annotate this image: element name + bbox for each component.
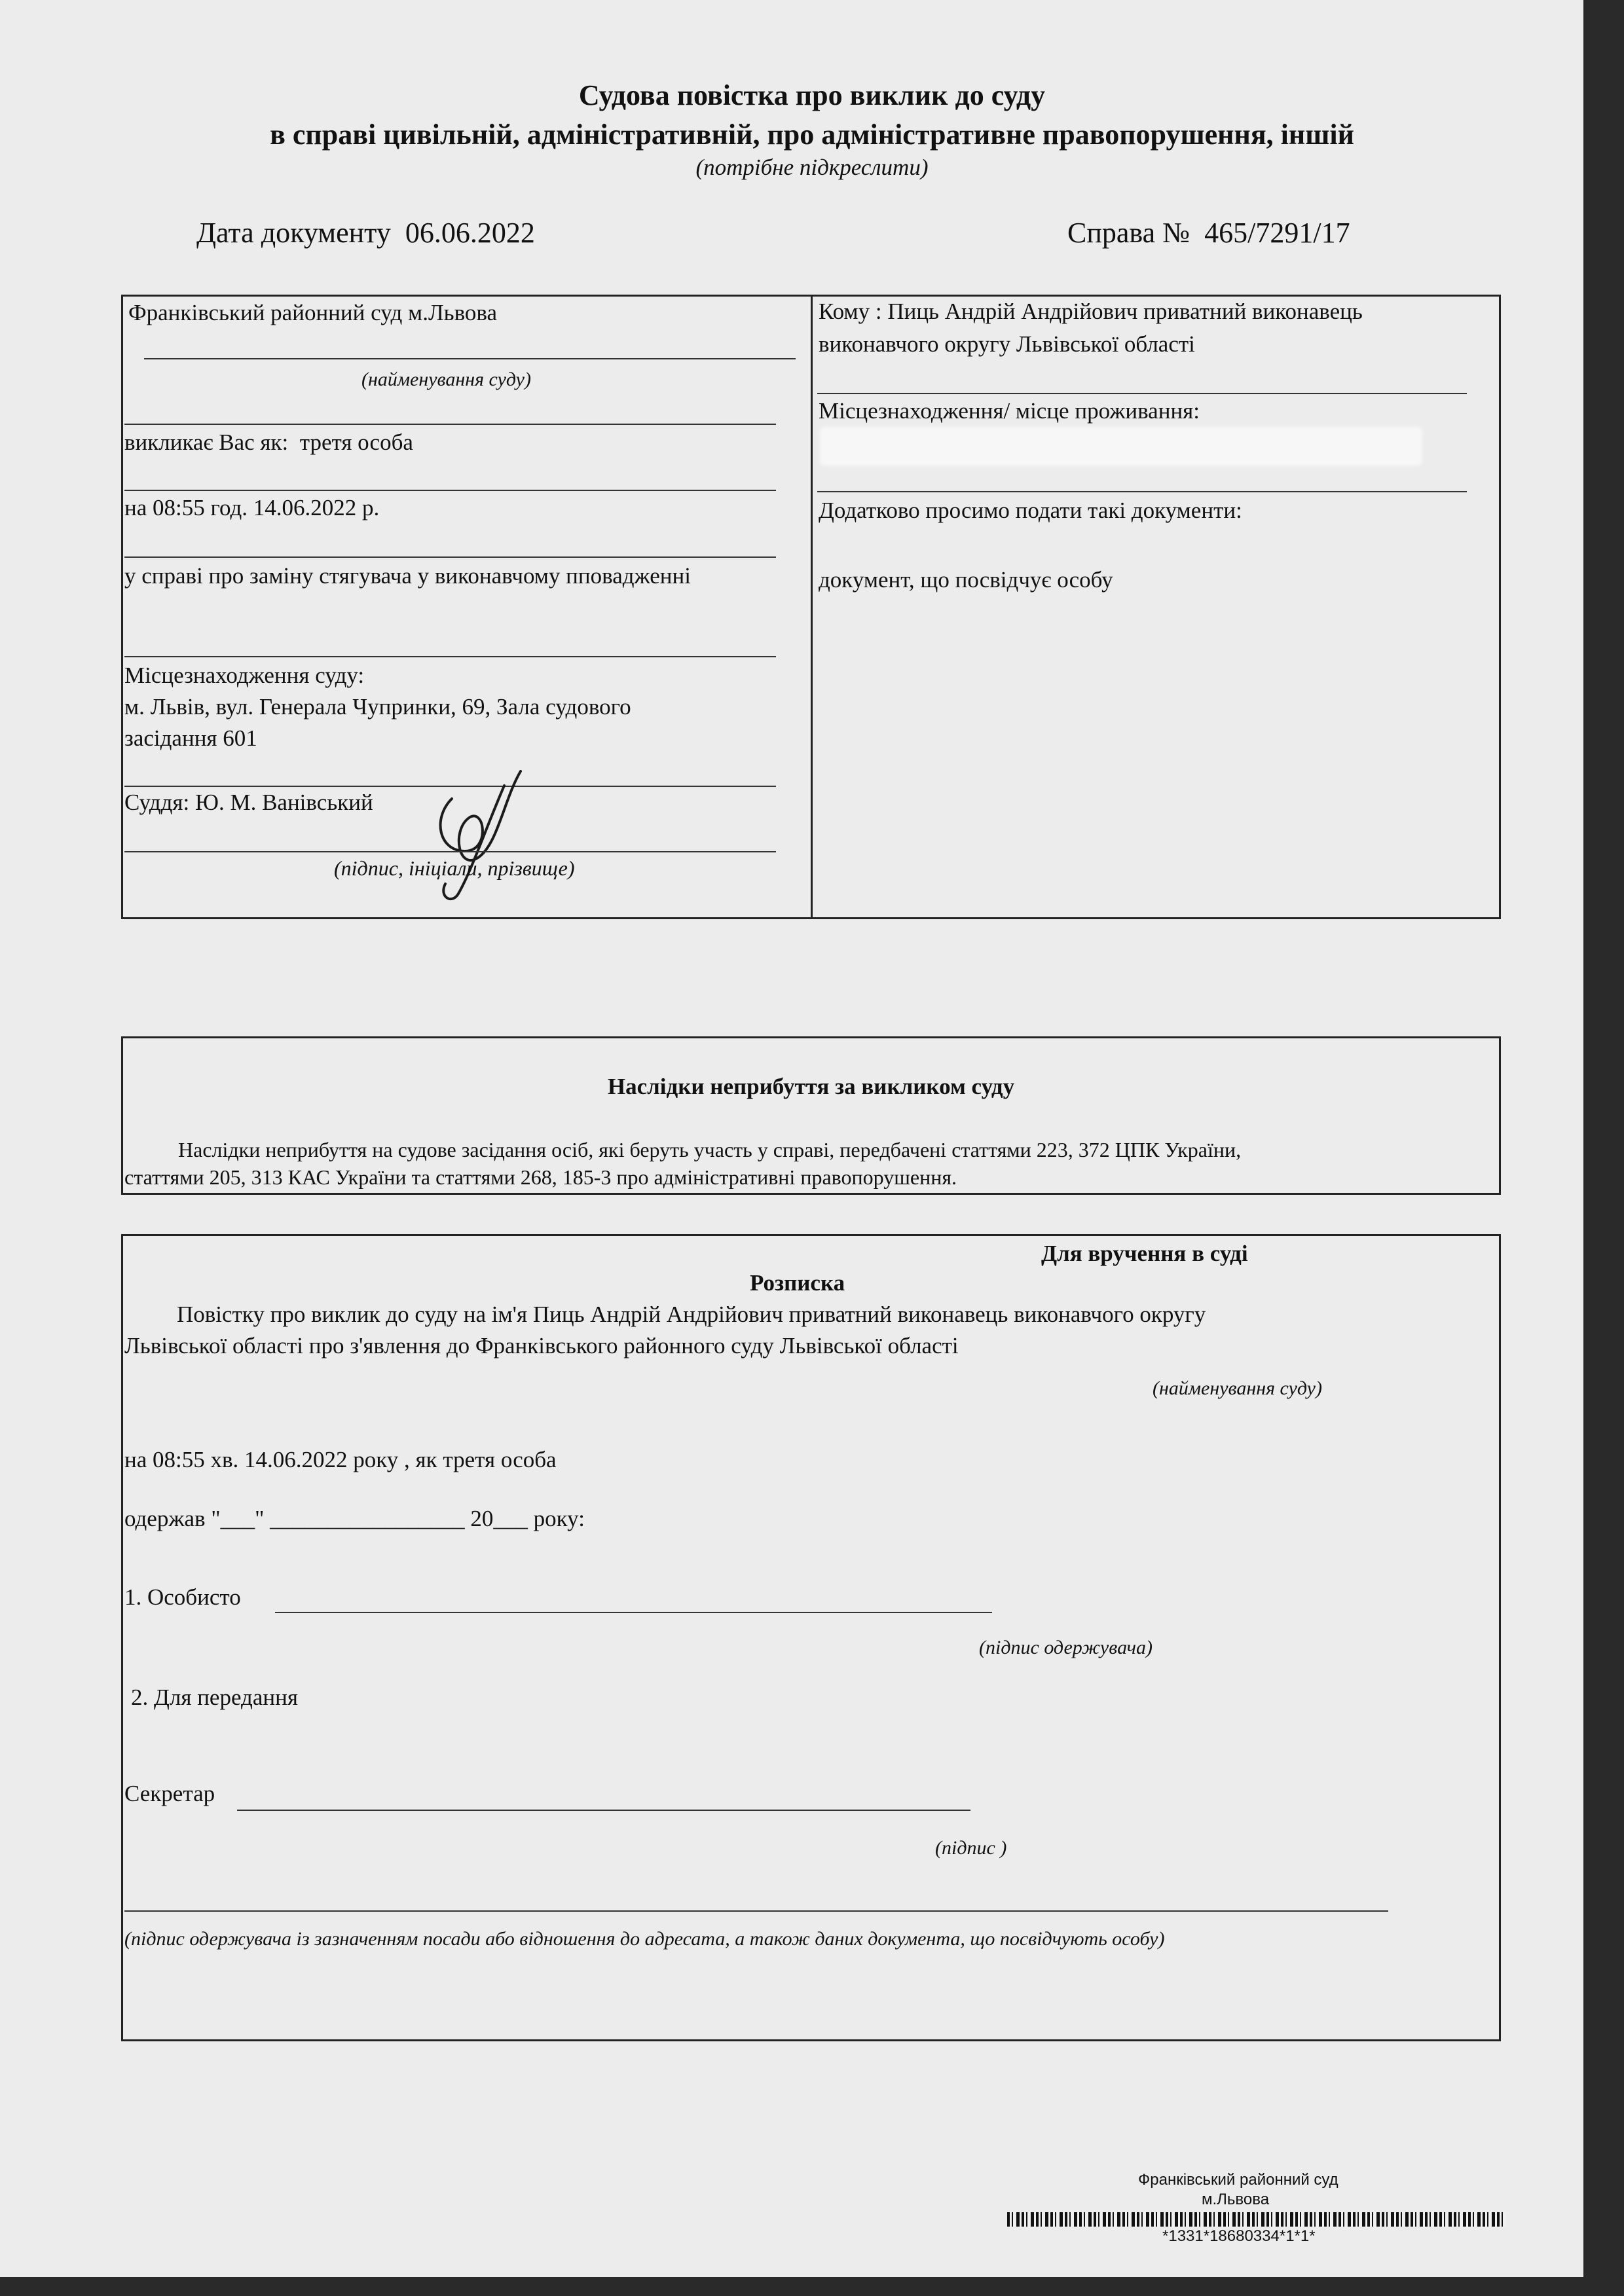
court-name: Франківський районний суд м.Львова (128, 300, 498, 325)
consequences-text-line2: статтями 205, 313 КАС України та статтями 268, 185-3 про адміністративні правопорушення. (124, 1165, 957, 1189)
receipt-court-caption: (найменування суду) (1153, 1377, 1322, 1399)
extra-docs: документ, що посвідчує особу (819, 567, 1113, 592)
rule-line (124, 490, 776, 491)
received-date-line: одержав "___" _________________ 20___ року: (124, 1506, 585, 1531)
secretary-caption: (підпис ) (935, 1837, 1007, 1859)
rule-line (124, 656, 776, 657)
transfer-label: 2. Для передання (131, 1685, 298, 1710)
case-subject: у справі про заміну стягувача у виконавчому пповадженні (124, 563, 691, 589)
case-number (1067, 216, 1350, 249)
recipient-name: Пиць Андрій Андрійович приватний виконавець (887, 299, 1363, 324)
underline-note: (потрібне підкреслити) (695, 155, 929, 180)
receipt-line1: Повістку про виклик до суду на ім'я Пиць Андрій Андрійович приватний виконавець виконавчого округу (177, 1302, 1206, 1327)
hearing-time: на 08:55 год. 14.06.2022 р. (124, 495, 380, 520)
personal-signature-line (275, 1612, 992, 1613)
consequences-heading: Наслідки неприбуття за викликом суду (607, 1074, 1015, 1099)
recipient-label: Кому : (819, 299, 882, 324)
extra-docs-label: Додатково просимо подати такі документи: (819, 498, 1242, 523)
document-date-value: 06.06.2022 (405, 217, 535, 249)
scan-border (1583, 0, 1624, 2296)
court-address-line2: засідання 601 (124, 725, 257, 751)
rule-line (124, 424, 776, 425)
rule-line (124, 556, 776, 558)
summons-as-label: викликає Вас як: (124, 429, 289, 455)
summons-as-value: третя особа (299, 429, 413, 455)
residence-label: Місцезнаходження/ місце проживання: (819, 398, 1200, 424)
court-name-caption: (найменування суду) (361, 369, 531, 390)
secretary-signature-line (237, 1810, 970, 1811)
recipient-line1 (819, 299, 1363, 325)
personal-caption: (підпис одержувача) (979, 1637, 1153, 1658)
case-number-value: 465/7291/17 (1204, 217, 1350, 249)
judge-signature (406, 759, 537, 910)
redacted-address (820, 427, 1422, 466)
for-court-label: Для вручення в суді (1041, 1241, 1248, 1266)
secretary-label: Секретар (124, 1781, 215, 1806)
rule-line (817, 393, 1467, 394)
personal-label: 1. Особисто (124, 1584, 241, 1610)
rule-line (817, 491, 1467, 492)
summons-as (124, 429, 413, 456)
consequences-text-line1: Наслідки неприбуття на судове засідання осіб, які беруть участь у справі, передбачені статтями 223, 372 ЦПК України, (178, 1138, 1242, 1161)
judge-name: Ю. М. Ванівський (194, 790, 373, 815)
recipient-line2: виконавчого округу Львівської області (819, 331, 1195, 357)
receipt-heading: Розписка (750, 1270, 845, 1296)
barcode-text: *1331*18680334*1*1* (1162, 2227, 1316, 2245)
stamp-court-line1: Франківський районний суд (1138, 2171, 1338, 2189)
document-subtitle: в справі цивільній, адміністративній, про адміністративне правопорушення, іншій (270, 118, 1354, 151)
court-location-label: Місцезнаходження суду: (124, 663, 365, 688)
stamp-court-line2: м.Львова (1202, 2191, 1270, 2208)
rule-line (124, 851, 776, 852)
summons-box-divider (811, 295, 813, 919)
document-title: Судова повістка про виклик до суду (578, 79, 1046, 111)
judge (124, 790, 373, 816)
scan-border-bottom (0, 2277, 1624, 2296)
judge-label: Суддя: (124, 790, 190, 815)
case-number-label: Справа № (1067, 217, 1190, 249)
receipt-time-line: на 08:55 хв. 14.06.2022 року , як третя особа (124, 1447, 557, 1472)
receipt-line2: Львівської області про з'явлення до Франківського районного суду Львівської області (124, 1333, 959, 1358)
court-name-line (144, 358, 796, 359)
document-date (196, 216, 535, 249)
signature-caption: (підпис, ініціали, прізвище) (334, 856, 575, 880)
document-date-label: Дата документу (196, 217, 391, 249)
recipient-signature-line (124, 1910, 1388, 1912)
court-address-line1: м. Львів, вул. Генерала Чупринки, 69, Зала судового (124, 694, 631, 720)
bottom-caption: (підпис одержувача із зазначенням посади або відношення до адресата, а також даних документа, що посвідчують особу) (124, 1928, 1165, 1950)
barcode (1007, 2212, 1506, 2227)
